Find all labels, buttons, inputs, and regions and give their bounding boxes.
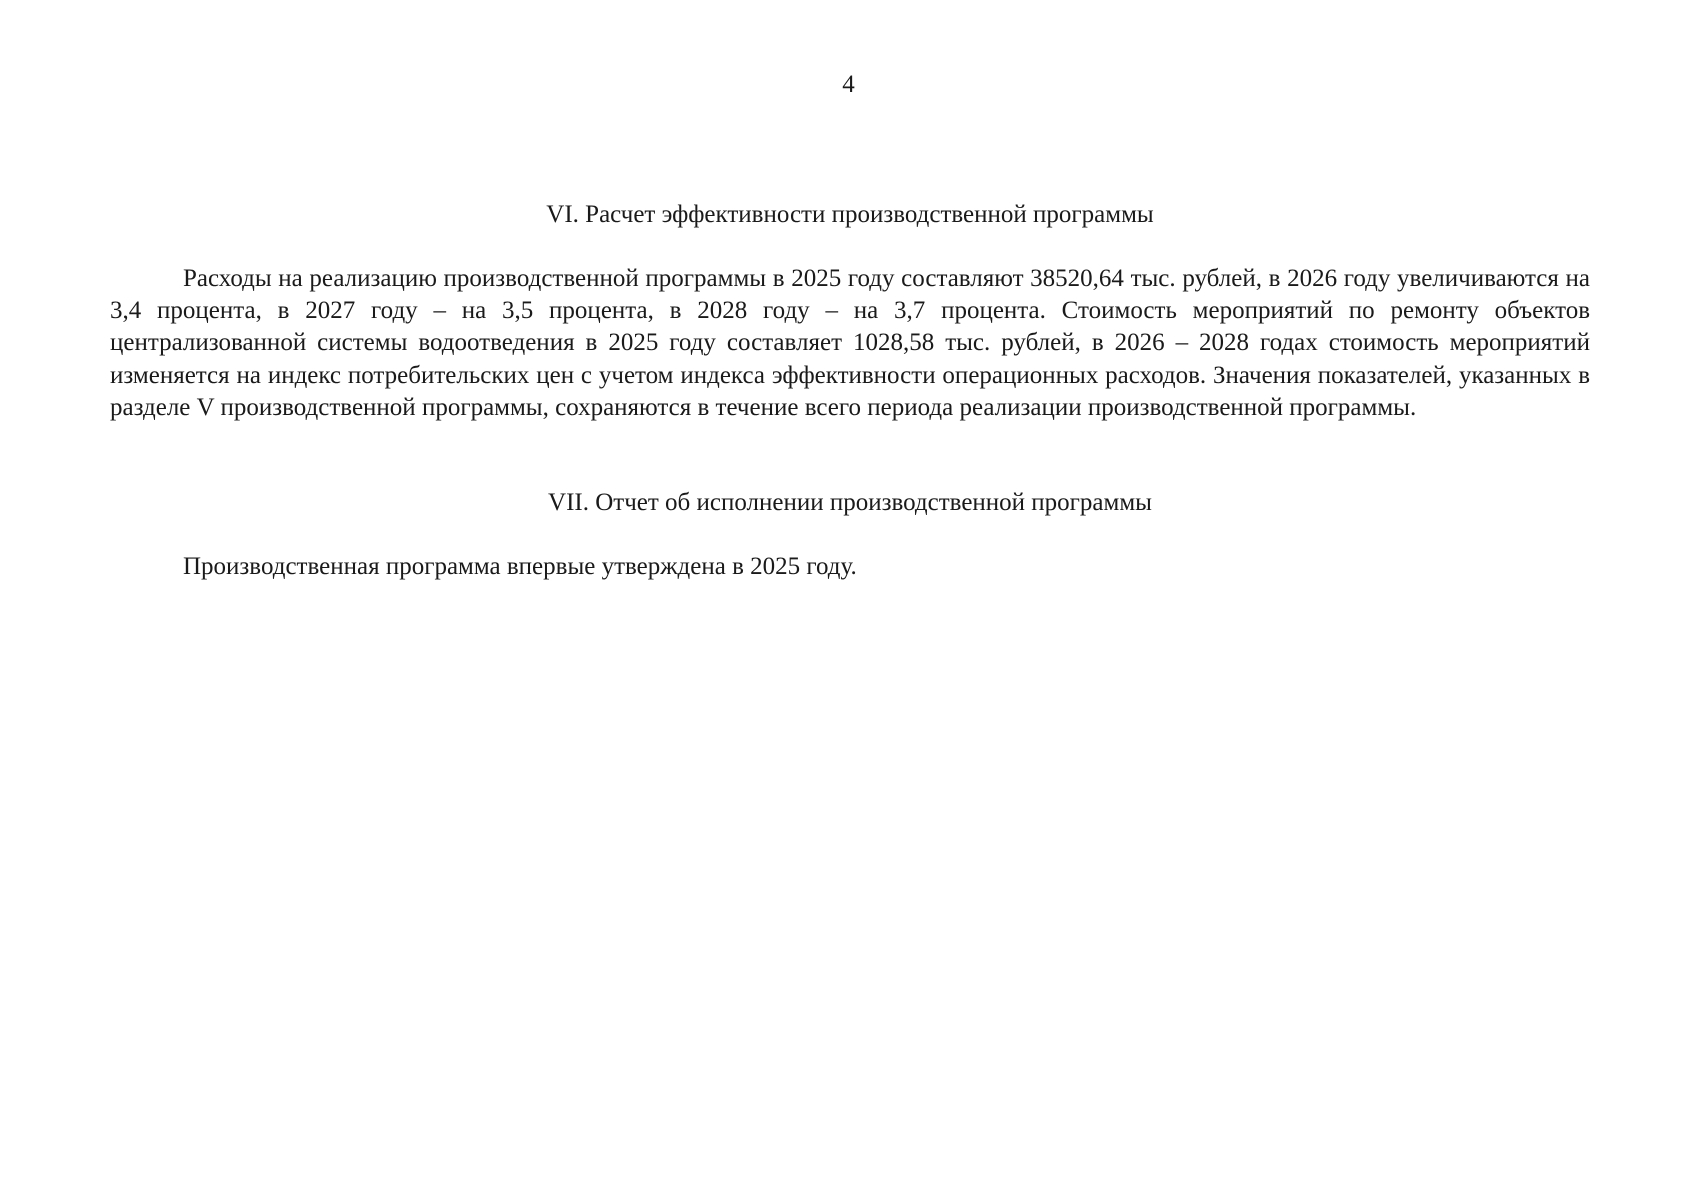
section-title-efficiency-calculation: VI. Расчет эффективности производственной программы: [546, 201, 1154, 228]
page-number: 4: [842, 71, 855, 98]
section-paragraph-program-execution-report: Производственная программа впервые утверждена в 2025 году.: [183, 553, 857, 580]
section-title-program-execution-report: VII. Отчет об исполнении производственной программы: [548, 489, 1152, 516]
section-paragraph-efficiency-calculation: Расходы на реализацию производственной программы в 2025 году составляют 38520,64 тыс. рублей, в 2026 году увеличиваются на 3,4 процента, в 2027 году – на 3,5 процента, в 2028 году – на 3,7 процента. Стоимость мероприятий по ремонту объектов централизованной системы водоотведения в 2025 году составляет 1028,58 тыс. рублей, в 2026 – 2028 годах стоимость мероприятий изменяется на индекс потребительских цен с учетом индекса эффективности операционных расходов. Значения показателей, указанных в разделе V производственной программы, сохраняются в течение всего периода реализации производственной программы.: [110, 265, 1590, 421]
